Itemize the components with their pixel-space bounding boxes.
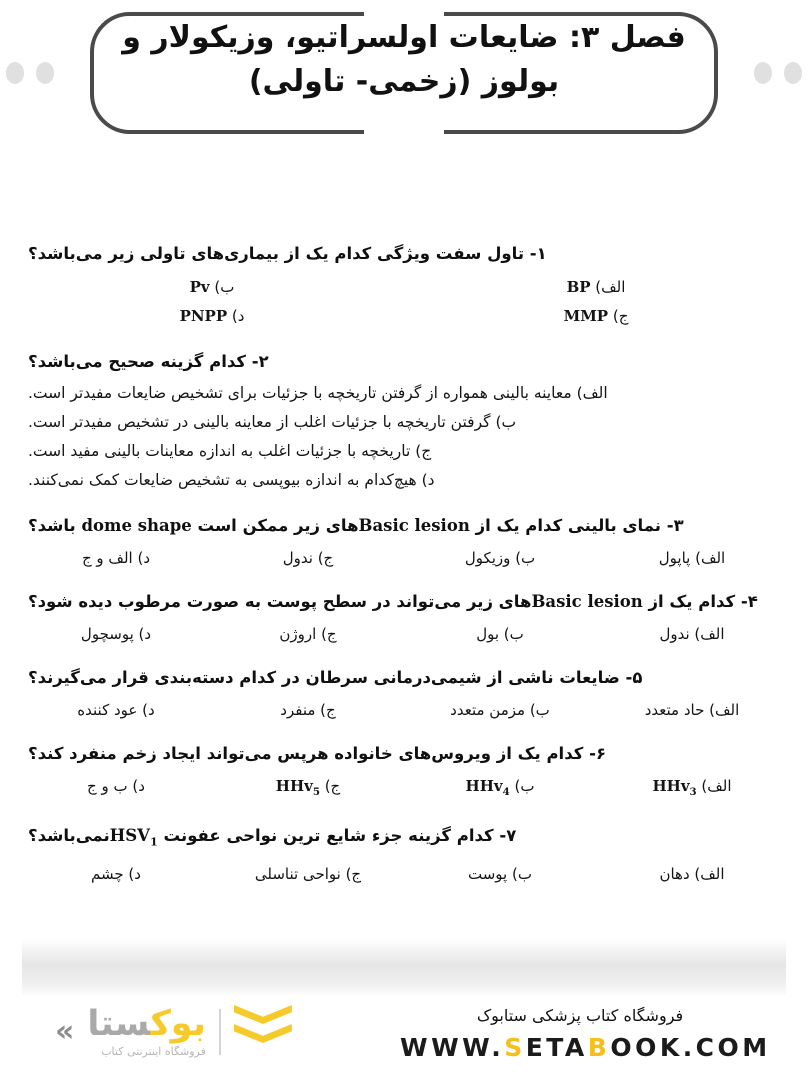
option-group xyxy=(20,622,788,647)
option-1[interactable] xyxy=(404,862,596,887)
option-label: ب) xyxy=(510,549,536,567)
option-label: ب) xyxy=(499,625,524,643)
option-value: حاد متعدد xyxy=(644,701,705,719)
option-value: HHv$_5$ xyxy=(275,777,320,798)
url-segment-4: OOK.COM xyxy=(610,1033,771,1062)
decorative-dot xyxy=(36,62,54,84)
option-value: تاریخچه با جزئیات اغلب به اندازه معاینات بالینی مفید است. xyxy=(28,442,411,460)
question-stem: ۲- کدام گزینه صحیح می‌باشد؟ xyxy=(28,352,269,371)
page-footer xyxy=(0,995,808,1080)
option-value: عود کننده xyxy=(77,701,138,719)
question-list xyxy=(0,240,808,904)
option-label: ب) xyxy=(490,413,517,431)
option-label: د) xyxy=(127,777,145,795)
option-value: Pv xyxy=(189,278,210,296)
option-group xyxy=(20,379,788,495)
question-block xyxy=(20,740,788,805)
option-label: ج) xyxy=(410,442,432,460)
option-2[interactable] xyxy=(212,862,404,887)
option-label: ب) xyxy=(209,278,235,296)
question-stem: ۶- کدام یک از ویروس‌های خانواده هرپس می‌تواند ایجاد زخم منفرد کند؟ xyxy=(28,744,607,763)
page-header xyxy=(0,0,808,150)
option-3[interactable] xyxy=(20,466,788,495)
option-label: د) xyxy=(132,549,151,567)
option-3[interactable] xyxy=(20,774,212,805)
option-label: ج) xyxy=(315,701,336,719)
option-group xyxy=(20,273,788,331)
question-number: ۱- xyxy=(524,244,547,263)
option-2[interactable] xyxy=(20,437,788,466)
option-label: ج) xyxy=(608,307,629,325)
option-1[interactable] xyxy=(404,698,596,723)
logo-word-grey: ستا xyxy=(87,1004,151,1044)
option-label: ب) xyxy=(507,865,532,884)
option-label: ج) xyxy=(316,625,337,643)
option-0[interactable] xyxy=(596,862,788,887)
option-value: ندول xyxy=(659,625,690,643)
option-group xyxy=(20,698,788,723)
url-segment-3: B xyxy=(587,1033,611,1062)
option-label: د) xyxy=(416,471,435,489)
option-1[interactable] xyxy=(20,408,788,437)
question-number: ۲- xyxy=(246,352,269,371)
chapter-title-line-1: فصل ۳: ضایعات اولسراتیو، وزیکولار و xyxy=(122,20,686,55)
question-block xyxy=(20,822,788,887)
option-value: معاینه بالینی همواره از گرفتن تاریخچه با جزئیات برای تشخیص ضایعات مفیدتر است. xyxy=(28,384,572,402)
question-block xyxy=(20,348,788,495)
option-label: الف) xyxy=(571,384,608,402)
header-dots-right xyxy=(754,62,802,84)
option-3[interactable] xyxy=(20,302,404,331)
frame-notch-bottom xyxy=(364,127,444,137)
option-0[interactable] xyxy=(20,379,788,408)
stem-latin-term-2: dome shape xyxy=(81,516,192,535)
stem-latin-term: Basic lesion xyxy=(531,592,643,611)
option-value-subscript: 5 xyxy=(312,786,320,798)
option-label: الف) xyxy=(690,549,726,567)
option-value: نواحی تناسلی xyxy=(254,865,341,884)
url-segment-0: WWW. xyxy=(400,1033,505,1062)
question-stem: ۱- تاول سفت ویژگی کدام یک از بیماری‌های تاولی زیر می‌باشد؟ xyxy=(28,244,547,263)
stem-latin-term-subscript: 1 xyxy=(149,834,158,849)
option-3[interactable] xyxy=(20,622,212,647)
chapter-title-line-2: بولوز (زخمی- تاولی) xyxy=(248,64,560,99)
question-number: ۵- xyxy=(619,668,643,687)
option-group xyxy=(20,546,788,571)
option-2[interactable] xyxy=(212,546,404,571)
page-title xyxy=(100,16,708,104)
logo-text-column xyxy=(87,1005,206,1059)
question-stem: ۵- ضایعات ناشی از شیمی‌درمانی سرطان در کدام دسته‌بندی قرار می‌گیرند؟ xyxy=(28,668,643,687)
question-stem: ۷- کدام گزینه جزء شایع ترین نواحی عفونت $HSV_1نمی‌باشد؟$ xyxy=(28,826,517,849)
option-group xyxy=(20,774,788,805)
option-label: الف) xyxy=(704,701,740,719)
logo-wordmark xyxy=(87,1005,206,1043)
option-label: د) xyxy=(227,307,245,325)
question-block xyxy=(20,240,788,331)
option-value: دهان xyxy=(659,865,690,884)
option-value: وزیکول xyxy=(464,549,511,567)
url-segment-1: S xyxy=(504,1033,526,1062)
option-0[interactable] xyxy=(596,774,788,805)
question-number: ۶- xyxy=(583,744,607,763)
option-1[interactable] xyxy=(404,622,596,647)
option-3[interactable] xyxy=(20,546,212,571)
option-value: منفرد xyxy=(280,701,316,719)
option-value: MMP xyxy=(563,307,609,325)
question-number: ۴- xyxy=(735,592,758,611)
option-label: ج) xyxy=(340,865,362,884)
option-label: الف) xyxy=(689,625,725,643)
option-2[interactable] xyxy=(212,698,404,723)
option-row xyxy=(20,302,788,331)
option-value: مزمن متعدد xyxy=(450,701,526,719)
option-2[interactable] xyxy=(212,774,404,805)
option-group xyxy=(20,862,788,887)
question-number: ۷- xyxy=(493,826,517,845)
chevron-bottom xyxy=(234,1024,292,1043)
option-0[interactable] xyxy=(596,546,788,571)
option-value: اروژن xyxy=(279,625,317,643)
option-label: د) xyxy=(133,625,152,643)
option-value: گرفتن تاریخچه با جزئیات اغلب از معاینه بالینی در تشخیص مفیدتر است. xyxy=(28,413,491,431)
logo-subtitle: فروشگاه اینترنتی کتاب xyxy=(101,1045,206,1058)
question-stem: ۴- کدام یک از Basic lesionهای زیر می‌تواند در سطح پوست به صورت مرطوب دیده شود؟ xyxy=(28,592,758,611)
option-0[interactable] xyxy=(596,622,788,647)
option-3[interactable] xyxy=(20,862,212,887)
brand-block xyxy=(400,1003,771,1065)
option-value: پاپول xyxy=(658,549,691,567)
option-value: بول xyxy=(476,625,500,643)
option-value: ندول xyxy=(282,549,313,567)
option-value-subscript: 3 xyxy=(689,786,697,798)
option-value: هیچ‌کدام به اندازه بیوپسی به تشخیص ضایعات کمک نمی‌کنند. xyxy=(28,471,417,489)
logo-divider xyxy=(219,1009,221,1055)
brand-name-fa: فروشگاه کتاب پزشکی ستابوک xyxy=(476,1006,684,1025)
setabook-logo[interactable] xyxy=(55,1005,292,1059)
decorative-dot xyxy=(784,62,802,84)
guillemet-icon: « xyxy=(55,1014,75,1049)
header-dots-left xyxy=(6,62,54,84)
option-label: الف) xyxy=(590,278,626,296)
option-label: ب) xyxy=(525,701,550,719)
option-label: ج) xyxy=(312,549,334,567)
option-value: HHv$_4$ xyxy=(465,777,510,798)
website-url[interactable] xyxy=(400,1031,771,1065)
option-value: پوسچول xyxy=(80,625,134,643)
bottom-fade-band xyxy=(22,938,786,998)
question-block xyxy=(20,588,788,647)
url-segment-2: ETA xyxy=(525,1033,588,1062)
question-block xyxy=(20,512,788,571)
option-value: HHv$_3$ xyxy=(652,777,697,798)
option-value-subscript: 4 xyxy=(502,786,510,798)
chevron-top xyxy=(234,1005,292,1024)
option-2[interactable] xyxy=(404,302,788,331)
option-0[interactable] xyxy=(404,273,788,302)
question-stem: ۳- نمای بالینی کدام یک از Basic lesionهای زیر ممکن است dome shape باشد؟ xyxy=(28,516,684,535)
question-number: ۳- xyxy=(661,516,684,535)
option-value: چشم xyxy=(91,865,124,884)
option-label: الف) xyxy=(689,865,725,884)
option-label: الف) xyxy=(696,777,732,795)
logo-word-yellow: بوک xyxy=(150,1004,206,1044)
option-1[interactable] xyxy=(20,273,404,302)
option-1[interactable] xyxy=(404,774,596,805)
option-value: PNPP xyxy=(179,307,228,325)
option-1[interactable] xyxy=(404,546,596,571)
option-0[interactable] xyxy=(596,698,788,723)
option-label: ب) xyxy=(509,777,535,795)
option-label: ج) xyxy=(319,777,341,795)
question-block xyxy=(20,664,788,723)
decorative-dot xyxy=(6,62,24,84)
option-label: د) xyxy=(123,865,141,884)
option-value: BP xyxy=(566,278,591,296)
option-row xyxy=(20,273,788,302)
option-2[interactable] xyxy=(212,622,404,647)
double-chevron-icon xyxy=(234,1005,292,1059)
option-value: پوست xyxy=(468,865,508,884)
decorative-dot xyxy=(754,62,772,84)
stem-latin-term: $HSV_1$ xyxy=(109,826,158,849)
option-value: الف و ج xyxy=(81,549,133,567)
stem-latin-term: Basic lesion xyxy=(358,516,470,535)
option-value: ب و ج xyxy=(87,777,128,795)
option-3[interactable] xyxy=(20,698,212,723)
option-label: د) xyxy=(137,701,155,719)
